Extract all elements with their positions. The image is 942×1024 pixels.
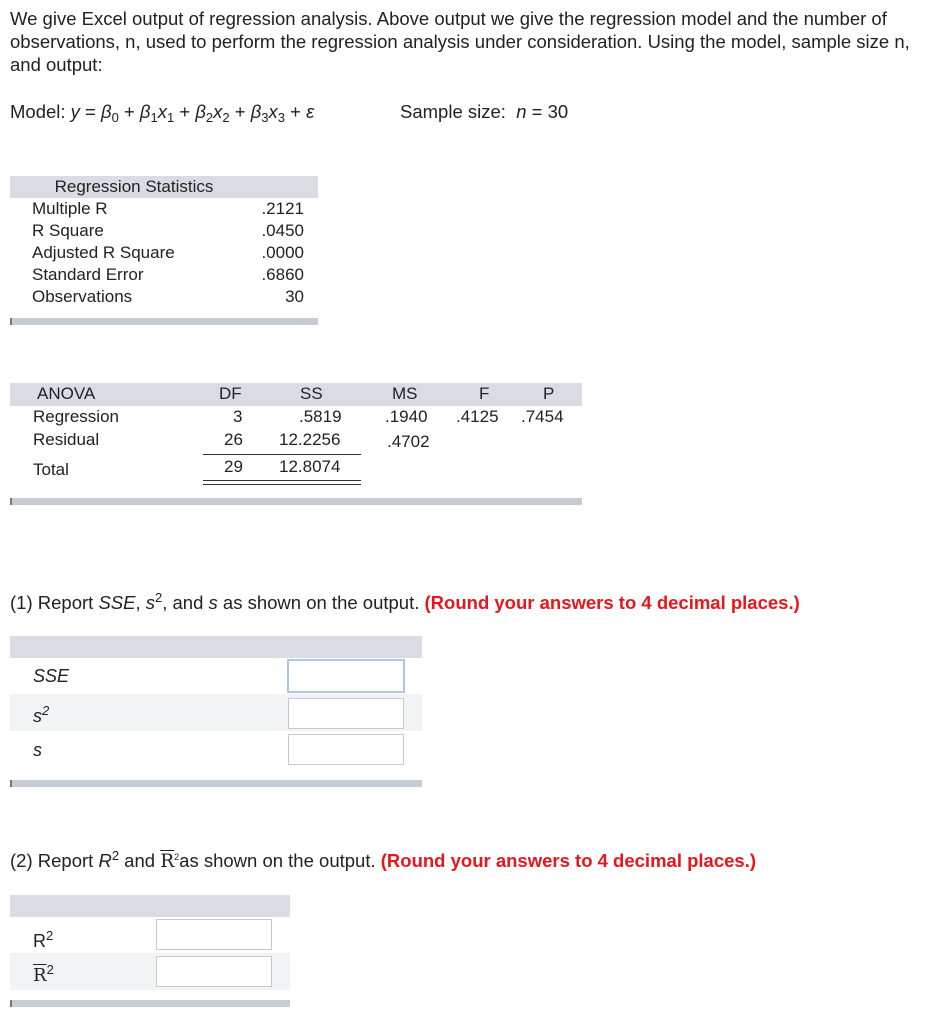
table-row: Adjusted R Square .0000 <box>32 243 304 262</box>
question-2: (2) Report $R^2$ and $\overline{R}^2as$ shown on the output. (Round your answers to 4 decimal places.) <box>10 848 756 872</box>
sse-label: SSE <box>33 666 70 686</box>
model-equation: Model: $y = \beta_0 + \beta_1x_1 + \beta_2x_2 + \beta_3x_3 + \varepsilon$ <box>10 101 315 125</box>
sum-rule <box>203 454 361 455</box>
s2-input[interactable] <box>288 698 404 729</box>
intro-text: We give Excel output of regression analysis. Above output we give the regression model and the number of observations, n, used to perform the regression analysis under consideration. Using the model, sample size n, and output: <box>10 8 910 75</box>
question-1: (1) Report SSE, $s^2$, and s as shown on the output. (Round your answers to 4 decimal places.) <box>10 590 800 613</box>
round-note: (Round your answers to 4 decimal places.) <box>424 592 800 613</box>
regression-statistics-title: Regression Statistics <box>10 176 318 198</box>
anova-row-label: Residual <box>33 430 100 449</box>
sample-size: Sample size: n = 30 <box>400 101 569 122</box>
answer-table-header <box>10 636 422 658</box>
anova-header-f: F <box>479 384 490 403</box>
s2-label: $s^2$ <box>33 703 50 726</box>
table-footer-bar <box>10 1000 290 1007</box>
table-row: R Square .0450 <box>32 221 304 240</box>
anova-cell: 12.8074 <box>279 457 341 476</box>
anova-cell: 26 <box>224 430 243 449</box>
regression-statistics-table <box>10 176 318 308</box>
table-footer-bar <box>10 318 318 325</box>
adjusted-r2-label: $\overline{R}^2$ <box>33 962 54 986</box>
double-rule <box>203 480 361 481</box>
anova-cell: .4702 <box>387 432 430 451</box>
anova-header-df: DF <box>219 384 242 403</box>
anova-header-ss: SS <box>300 384 323 403</box>
anova-header <box>10 383 582 406</box>
anova-cell: 3 <box>233 407 243 426</box>
s-label: s <box>33 740 42 760</box>
table-row: Multiple R .2121 <box>32 199 304 218</box>
anova-cell: 29 <box>224 457 243 476</box>
anova-cell: .5819 <box>299 407 342 426</box>
answer-table-header <box>10 895 290 917</box>
table-footer-bar <box>10 498 582 505</box>
r2-label: $R^2$ <box>33 928 54 951</box>
anova-row-label: Regression <box>33 407 119 426</box>
anova-cell: .7454 <box>521 407 564 426</box>
round-note: (Round your answers to 4 decimal places.) <box>380 850 756 871</box>
anova-cell: .1940 <box>385 407 428 426</box>
anova-row-label: Total <box>33 460 69 479</box>
anova-header-label: ANOVA <box>37 384 96 403</box>
double-rule <box>203 484 361 485</box>
table-row: Standard Error .6860 <box>32 265 304 284</box>
r-bar-symbol: $\overline{R}$ <box>160 851 175 872</box>
anova-header-ms: MS <box>392 384 418 403</box>
s-input[interactable] <box>288 734 404 765</box>
table-row: Observations 30 <box>32 287 304 306</box>
anova-cell: 12.2256 <box>279 430 341 449</box>
table-footer-bar <box>10 780 422 787</box>
r2-input[interactable] <box>156 919 272 950</box>
sse-input[interactable] <box>287 659 405 693</box>
anova-cell: .4125 <box>456 407 499 426</box>
anova-header-p: P <box>543 384 555 403</box>
adjusted-r2-input[interactable] <box>156 956 272 987</box>
